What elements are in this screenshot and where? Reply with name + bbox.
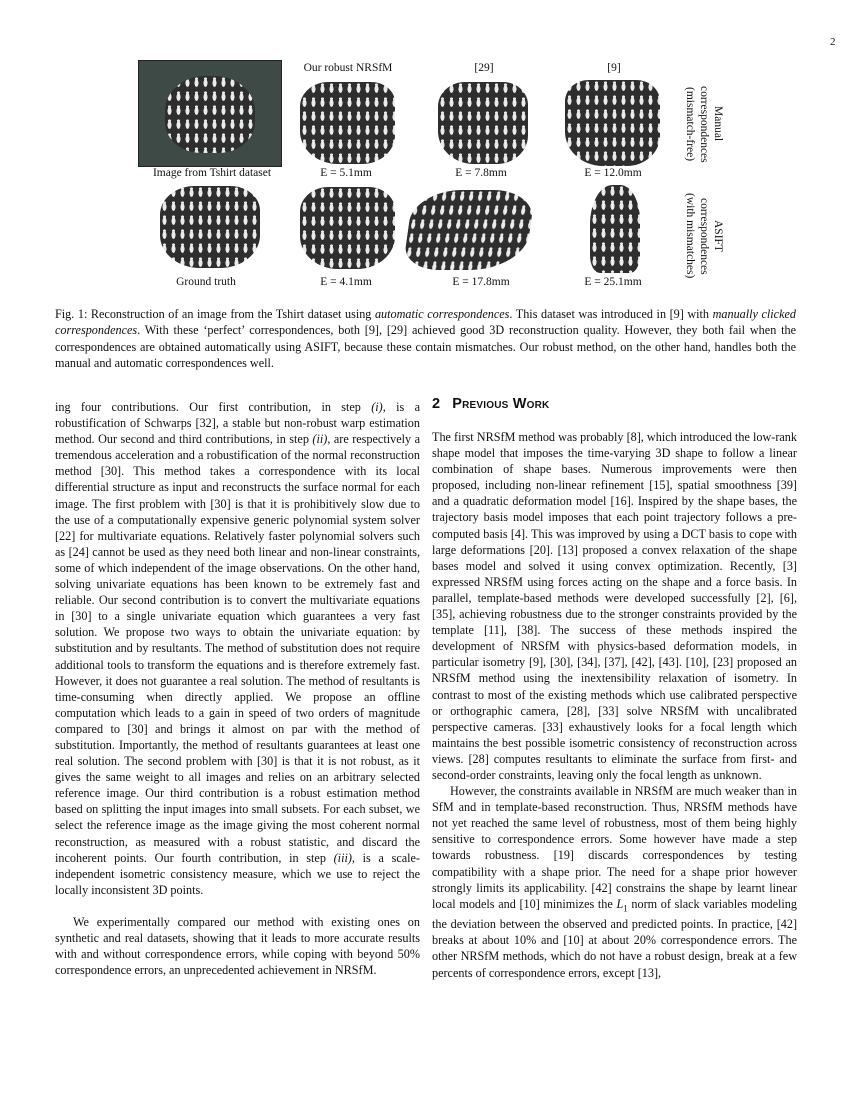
ground-truth-shape — [160, 186, 260, 268]
reconstruction-9-asift — [590, 185, 640, 273]
col-header-ours: Our robust NRSfM — [303, 62, 393, 74]
col-header-29: [29] — [474, 62, 494, 74]
row-label-manual-note: (mismatch-free) — [684, 86, 696, 162]
paragraph-experiments — [55, 914, 420, 978]
row-label-manual-title: Manual correspondences — [698, 85, 724, 163]
text-run: , is a scale-independent isometric consistency measure, which we use to reject the locally inconsistent 3D points. — [55, 850, 420, 897]
text-run: However, the constraints available in NRSfM are much weaker than in SfM and in template-based reconstruction. Thus, NRSfM methods have not yet reached the same level of robustness, most of them being highly sensitive to correspondence errors. Some however have made a step towards robustness. [19] discards correspondences by testing compatibility with a shape prior. The need for a shape prior however strongly limits its applicability. [42] constrains the shape by learnt linear local models and [10] minimizes the — [432, 784, 797, 911]
reconstruction-29-manual — [438, 82, 528, 164]
section-title: Previous Work — [452, 396, 550, 412]
reconstruction-9-manual — [565, 80, 660, 166]
italic-text: (ii) — [312, 432, 328, 447]
error-9-asift: E = 25.1mm — [584, 276, 642, 288]
paragraph-robustness — [432, 783, 797, 981]
italic-text: manually clicked correspondences — [55, 307, 796, 338]
tshirt-photo — [138, 60, 282, 167]
error-9-manual: E = 12.0mm — [584, 167, 642, 179]
row-label-asift-title: ASIFT correspondences — [698, 197, 724, 275]
text-run: ing four contributions. Our first contribution, in step — [55, 400, 372, 414]
paragraph-history — [432, 429, 797, 783]
reconstruction-29-asift — [402, 190, 535, 270]
figure-caption — [55, 306, 796, 371]
right-column — [432, 429, 797, 981]
error-29-manual: E = 7.8mm — [455, 167, 507, 179]
italic-text: L — [616, 896, 624, 911]
error-29-asift: E = 17.8mm — [452, 276, 510, 288]
label-ground-truth: Ground truth — [176, 276, 236, 288]
reconstruction-ours-asift — [300, 187, 395, 269]
col-header-9: [9] — [607, 62, 621, 74]
text-run: . With these ‘perfect’ correspondences, both [9], [29] achieved good 3D reconstruction quality. However, they both fail when the correspondences are obtained automatically using ASIFT, because these contain mismatches. Our robust method, on the other hand, handles both the manual and automatic correspondences well. — [55, 323, 796, 370]
text-run: . This dataset was introduced in [9] with — [509, 307, 713, 321]
row-label-manual — [683, 68, 725, 180]
tshirt-print — [165, 76, 256, 154]
figure-1 — [0, 0, 850, 300]
italic-text: automatic correspondences — [374, 307, 510, 321]
italic-text: (iii) — [333, 850, 352, 865]
text-run: , are respectively a tremendous acceleration and a robustification of the normal reconstruction method [30]. This method takes a correspondence with its local differential structure as input and reconstructs the surface normal for each image. The first problem with [30] is that it is prohibitively slow due to the use of a computationally expensive generic polynomial system solver [22] for multivariate equations. Relatively faster polynomial solvers such as [24] cannot be used as they need both linear and non-linear constraints, some of which independent of the image observations. On the other hand, solving univariate equations has been known to be extremely fast and reliable. Our second contribution is to convert the multivariate equations in [30] to a single univariate equation which guarantees a very fast solution. We propose two ways to obtain the univariate equation: by substitution and by resultants. The method of substitution does not require additional tools to transform the equations and is therefore extremely fast. However, it does not guarantee a real solution. The method of resultants is time-consuming when directly applied. We propose an offline computation which leads to a gain in speed of two orders of magnitude compared to [30] and brings it almost on par with the method of substitution. Importantly, the method of resultants guarantees at least one real solution. The second problem with [30] is that it is not robust, as it gives the same weight to all images and relies on an arbitrary selected reference image. Our third contribution is a robust estimation method based on splitting the input images into small subsets. For each subset, we select the reference image as the image giving the most coherent normal reconstruction, as measured with a robust statistic, and discard the incoherent points. Our fourth contribution, in step — [55, 432, 420, 865]
page-number: 2 — [830, 36, 836, 48]
section-heading — [432, 396, 549, 412]
text-run: norm of slack variables modeling the deviation between the observed and predicted points. In practice, [42] breaks at about 10% and [10] at about 20% correspondence errors. The other NRSfM methods, which do not have a robust design, break at a few percents of correspondence errors, except [13], — [432, 896, 797, 980]
left-column — [55, 399, 420, 978]
text-run: Fig. 1: Reconstruction of an image from the Tshirt dataset using — [55, 307, 375, 321]
subscript-text: 1 — [623, 903, 628, 914]
label-photo: Image from Tshirt dataset — [152, 167, 272, 179]
row-label-asift-note: (with mismatches) — [684, 193, 696, 279]
error-ours-asift: E = 4.1mm — [320, 276, 372, 288]
text-run: We experimentally compared our method with existing ones on synthetic and real datasets, showing that it leads to more accurate results with and without correspondence errors, while coping with beyond 50% correspondence errors, an unprecedented achievement in NRSfM. — [55, 914, 420, 978]
italic-text: (i) — [371, 400, 383, 414]
paragraph-contributions — [55, 399, 420, 898]
text-run: The first NRSfM method was probably [8], which introduced the low-rank shape model that imposes the time-varying 3D shape to follow a linear combination of shape bases. Numerous improvements were then proposed, including non-linear refinement [15], spatial smoothness [39] and a quadratic deformation model [16]. Inspired by the shape bases, the trajectory basis model imposes that each point trajectory follows a pre-computed basis [4]. This was improved by using a DCT basis to cope with large deformations [20]. [13] proposed a convex relaxation of the shape bases model and solved it using convex optimization. Recently, [3] expressed NRSfM using forces acting on the shape and a force basis. In parallel, template-based methods were developed successfully [2], [6], [35], achieving robustness due to the stronger constraints provided by the template [11], [38]. The success of these methods inspired the development of NRSfM with physics-based deformation models, in particular isometry [9], [30], [34], [37], [42], [43]. [10], [23] proposed an NRSfM method using the inextensibility relaxation of isometry. In contrast to most of the existing methods which use calibrated perspective or orthographic camera, [28], [33] solve NRSfM with uncalibrated perspective cameras. [33] exhaustively looks for a focal length which maintains the best possible isometric consistency of reconstruction across views. [28] computes resultants to eliminate the surface from first- and second-order constraints, leaving only the focal length as unknown. — [432, 430, 797, 782]
error-ours-manual: E = 5.1mm — [320, 167, 372, 179]
text-run: , is a robustification of Schwarps [32], a stable but non-robust warp estimation method. Our second and third contributions, in step — [55, 400, 421, 447]
row-label-asift — [683, 186, 725, 286]
section-number: 2 — [432, 396, 441, 412]
reconstruction-ours-manual — [300, 82, 395, 164]
